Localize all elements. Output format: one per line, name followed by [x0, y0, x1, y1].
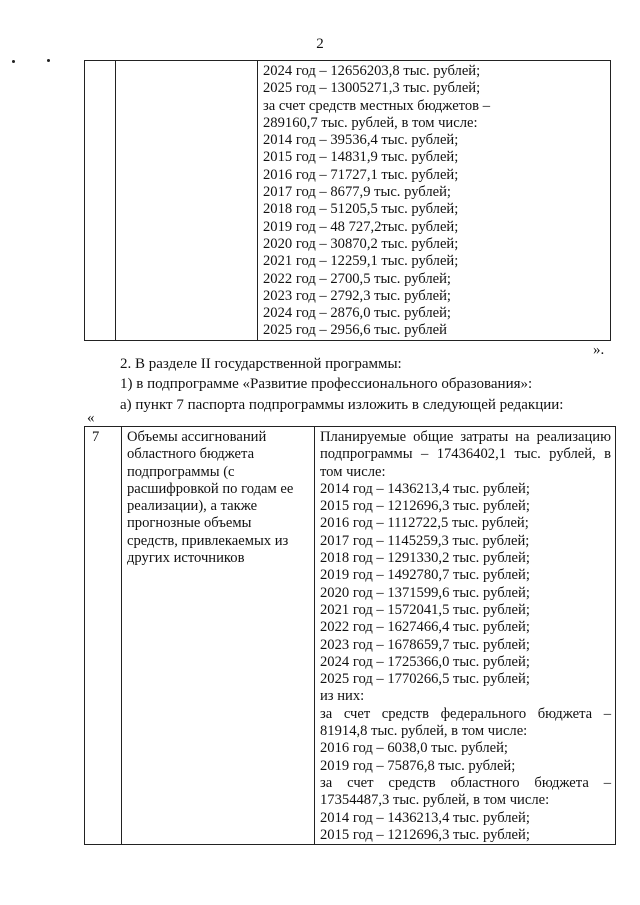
value-line: за счет средств областного бюджета –	[320, 774, 611, 791]
budget-line: 2021 год – 12259,1 тыс. рублей;	[263, 253, 459, 270]
scan-speck	[12, 60, 15, 63]
value-line: 2020 год – 1371599,6 тыс. рублей;	[320, 584, 530, 601]
table-cell-values	[315, 427, 616, 845]
table-cell-number	[85, 427, 122, 845]
value-line: 2014 год – 1436213,4 тыс. рублей;	[320, 809, 530, 826]
table-cell-description	[116, 61, 258, 341]
budget-line: 2020 год – 30870,2 тыс. рублей;	[263, 235, 459, 252]
paragraph-item-7: а) пункт 7 паспорта подпрограммы изложить в следующей редакции:	[120, 397, 564, 413]
table-row	[85, 61, 611, 341]
budget-line: 289160,7 тыс. рублей, в том числе:	[263, 114, 478, 131]
budget-line: 2016 год – 71727,1 тыс. рублей;	[263, 166, 459, 183]
funding-table-continuation	[84, 60, 611, 341]
budget-line: 2018 год – 51205,5 тыс. рублей;	[263, 201, 459, 218]
description-line: областного бюджета	[127, 446, 255, 463]
closing-quote: ».	[593, 342, 605, 358]
value-line: Планируемые общие затраты на реализацию	[320, 429, 611, 445]
description-line: подпрограммы (с	[127, 463, 235, 480]
value-line: из них:	[320, 688, 365, 705]
value-line: 2019 год – 1492780,7 тыс. рублей;	[320, 567, 530, 584]
value-line: 2021 год – 1572041,5 тыс. рублей;	[320, 601, 530, 618]
value-line: 2023 год – 1678659,7 тыс. рублей;	[320, 636, 530, 653]
paragraph-subprogram: 1) в подпрограмме «Развитие профессионального образования»:	[120, 376, 533, 392]
value-line: 17354487,3 тыс. рублей, в том числе:	[320, 792, 550, 809]
table-row	[85, 427, 616, 845]
description-line: расшифровкой по годам ее	[127, 480, 294, 497]
paragraph-section-2: 2. В разделе II государственной программы:	[120, 356, 402, 372]
description-line: средств, привлекаемых из	[127, 532, 289, 549]
budget-line: 2025 год – 13005271,3 тыс. рублей;	[263, 80, 481, 97]
description-line: Объемы ассигнований	[127, 429, 267, 445]
page-number: 2	[316, 36, 324, 52]
value-line: 81914,8 тыс. рублей, в том числе:	[320, 723, 528, 740]
value-line: 2024 год – 1725366,0 тыс. рублей;	[320, 653, 530, 670]
budget-line: 2019 год – 48 727,2тыс. рублей;	[263, 218, 459, 235]
value-line: 2016 год – 6038,0 тыс. рублей;	[320, 740, 508, 757]
budget-line: 2025 год – 2956,6 тыс. рублей	[263, 322, 447, 339]
scan-speck	[47, 59, 50, 62]
value-line: подпрограммы – 17436402,1 тыс. рублей, в	[320, 446, 611, 463]
value-line: 2017 год – 1145259,3 тыс. рублей;	[320, 532, 530, 549]
subprogram-passport-table	[84, 426, 616, 845]
budget-line: 2015 год – 14831,9 тыс. рублей;	[263, 149, 459, 166]
value-line: 2014 год – 1436213,4 тыс. рублей;	[320, 480, 530, 497]
budget-line: 2022 год – 2700,5 тыс. рублей;	[263, 270, 451, 287]
description-line: реализации), а также	[127, 498, 258, 515]
description-line: прогнозные объемы	[127, 515, 252, 532]
table-cell-description	[122, 427, 315, 845]
value-line: 2015 год – 1212696,3 тыс. рублей;	[320, 498, 530, 515]
value-line: 2025 год – 1770266,5 тыс. рублей;	[320, 671, 530, 688]
budget-line: 2023 год – 2792,3 тыс. рублей;	[263, 287, 451, 304]
budget-line: 2024 год – 2876,0 тыс. рублей;	[263, 305, 451, 322]
budget-line: 2017 год – 8677,9 тыс. рублей;	[263, 184, 451, 201]
value-line: 2018 год – 1291330,2 тыс. рублей;	[320, 550, 530, 567]
value-line: 2022 год – 1627466,4 тыс. рублей;	[320, 619, 530, 636]
description-line: других источников	[127, 550, 245, 567]
value-line: за счет средств федерального бюджета –	[320, 705, 611, 722]
value-line: 2015 год – 1212696,3 тыс. рублей;	[320, 826, 530, 843]
table-cell-values	[258, 61, 611, 341]
opening-quote: «	[87, 410, 95, 426]
budget-line: за счет средств местных бюджетов –	[263, 97, 490, 114]
value-line: 2016 год – 1112722,5 тыс. рублей;	[320, 515, 529, 532]
budget-line: 2014 год – 39536,4 тыс. рублей;	[263, 132, 459, 149]
value-line: том числе:	[320, 463, 386, 480]
table-cell-number	[85, 61, 116, 341]
row-number: 7	[92, 429, 100, 445]
budget-line: 2024 год – 12656203,8 тыс. рублей;	[263, 63, 481, 79]
value-line: 2019 год – 75876,8 тыс. рублей;	[320, 757, 516, 774]
